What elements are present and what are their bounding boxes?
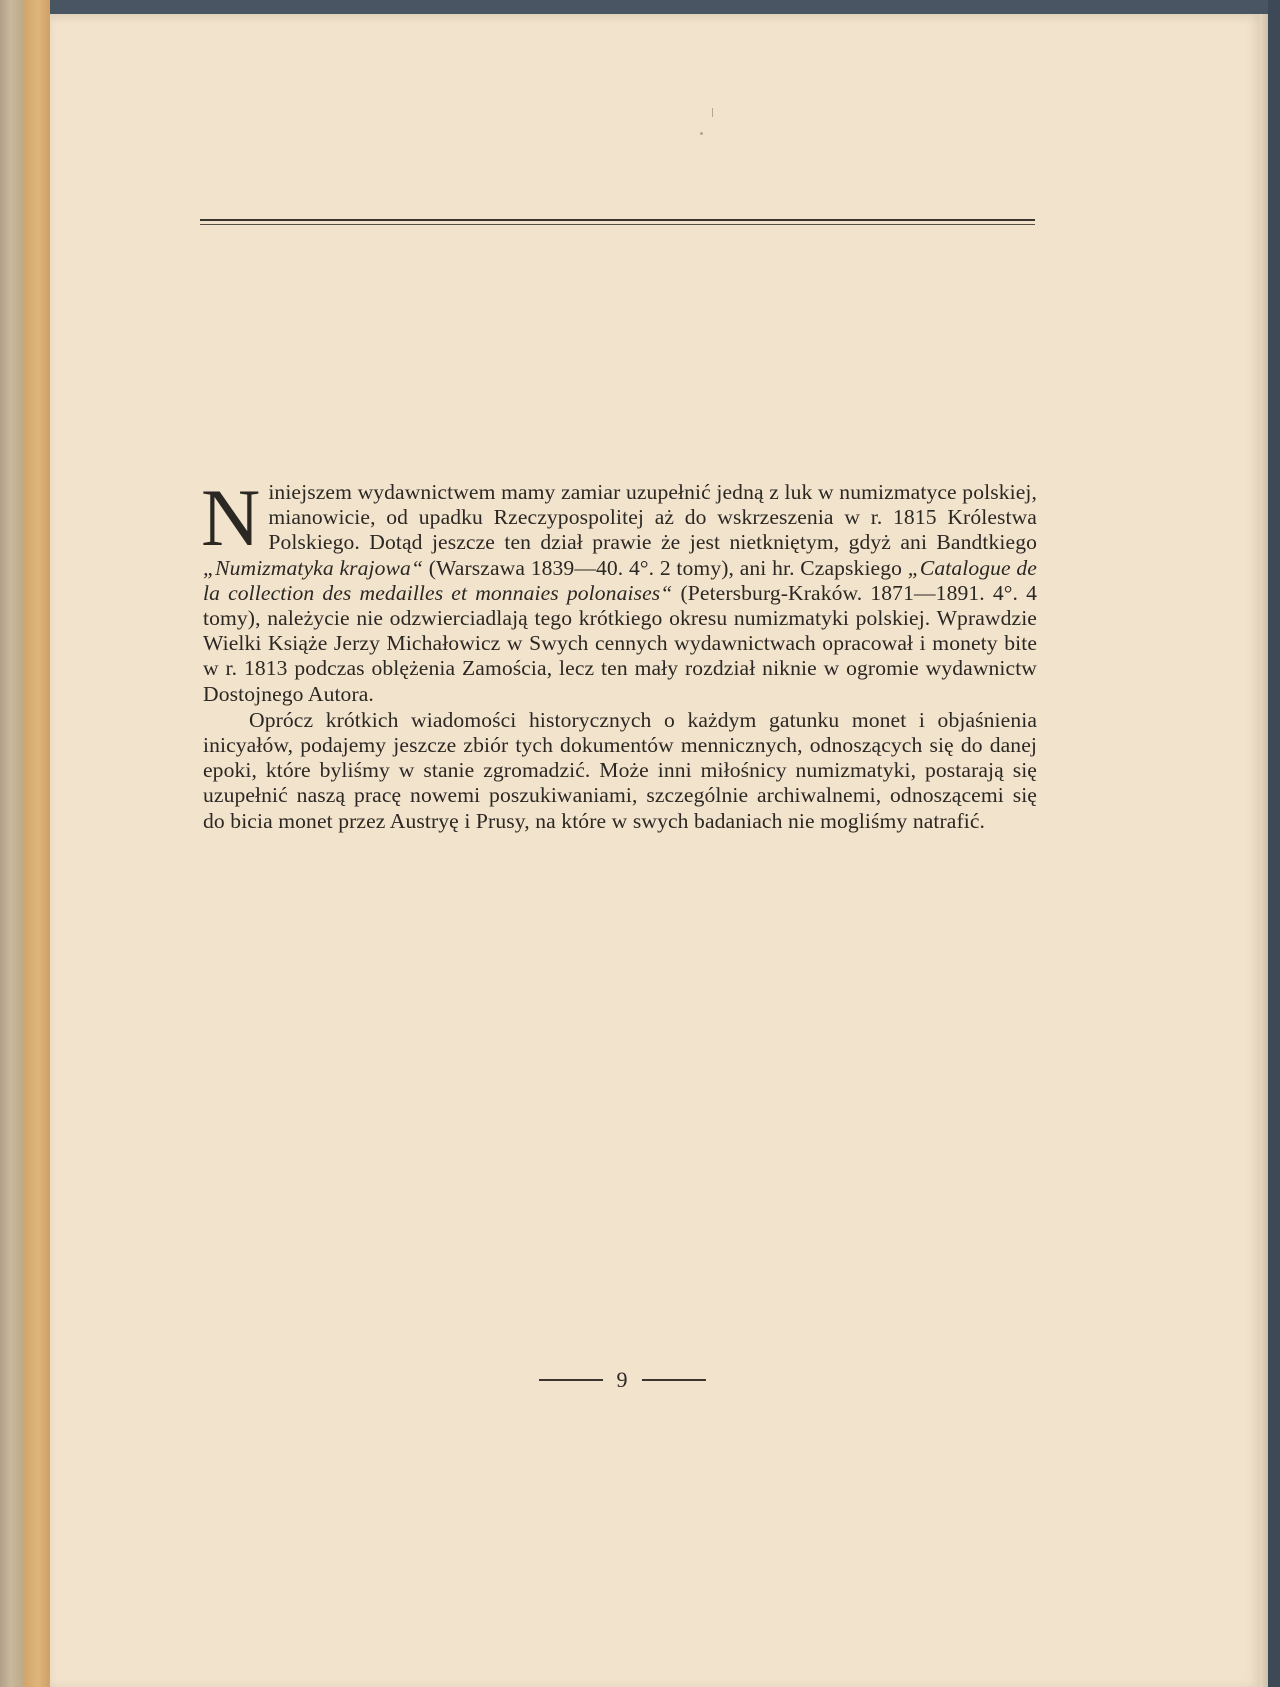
folio-dash xyxy=(539,1379,603,1381)
page-number-text: 9 xyxy=(616,1367,628,1392)
book-binding xyxy=(0,0,24,1687)
book-cover-edge xyxy=(1268,0,1280,1687)
page-number xyxy=(530,1365,714,1395)
page-right-edge xyxy=(1260,14,1268,1687)
paragraph: Oprócz krótkich wiadomości historycznych o każdym gatunku monet i objaśnienia inicyałów, podajemy jeszcze zbiór tych dokumentów mennicznych, odnoszących się do danej epoki, które byliśmy w stanie zgromadzić. Może inni miłośnicy numizmatyki, postarają się uzupełnić naszą pracę nowemi poszukiwaniami, szczególnie archiwalnemi, odnoszącemi się do bicia monet przez Austryę i Prusy, na które w swych badaniach nie mogliśmy natrafić. xyxy=(203,707,1037,833)
paper-speck xyxy=(712,108,713,117)
page-edge xyxy=(24,0,50,1687)
book-title: „Numizmatyka krajowa“ xyxy=(203,555,424,580)
header-rule-line xyxy=(200,219,1035,221)
paragraph xyxy=(201,472,1037,707)
paper-speck xyxy=(700,132,703,135)
book-title: „Catalogue de la collection des medailles et monnaies polonaises“ xyxy=(203,555,1037,605)
paragraph-text: (Warszawa 1839—40. 4°. 2 tomy), ani hr. Czapskiego xyxy=(423,555,908,580)
paragraph-text: (Petersburg-Kraków. 1871—1891. 4°. 4 tomy), należycie nie odzwierciadlają tego krótkiego okresu numizmatyki polskiej. Wprawdzie Wielki Książe Jerzy Michałowicz w Swych cennych wydawnictwach opracował i monety bite w r. 1813 podczas oblężenia Zamościa, lecz ten mały rozdział niknie w ogromie wydawnictw Dostojnego Autora. xyxy=(203,580,1037,706)
folio-dash xyxy=(642,1379,706,1381)
paragraph-text: iniejszem wydawnictwem mamy zamiar uzupełnić jedną z luk w numizmatyce polskiej, mianowicie, od upadku Rzeczypospolitej aż do wskrzeszenia w r. 1815 Królestwa Polskiego. Dotąd jeszcze ten dział prawie że jest nietkniętym, gdyż ani Bandtkiego xyxy=(268,480,1037,555)
body-text xyxy=(201,472,1037,834)
header-rule-line xyxy=(200,224,1035,225)
book-page xyxy=(50,14,1260,1687)
header-rule xyxy=(200,219,1035,229)
drop-cap: N xyxy=(201,472,261,563)
